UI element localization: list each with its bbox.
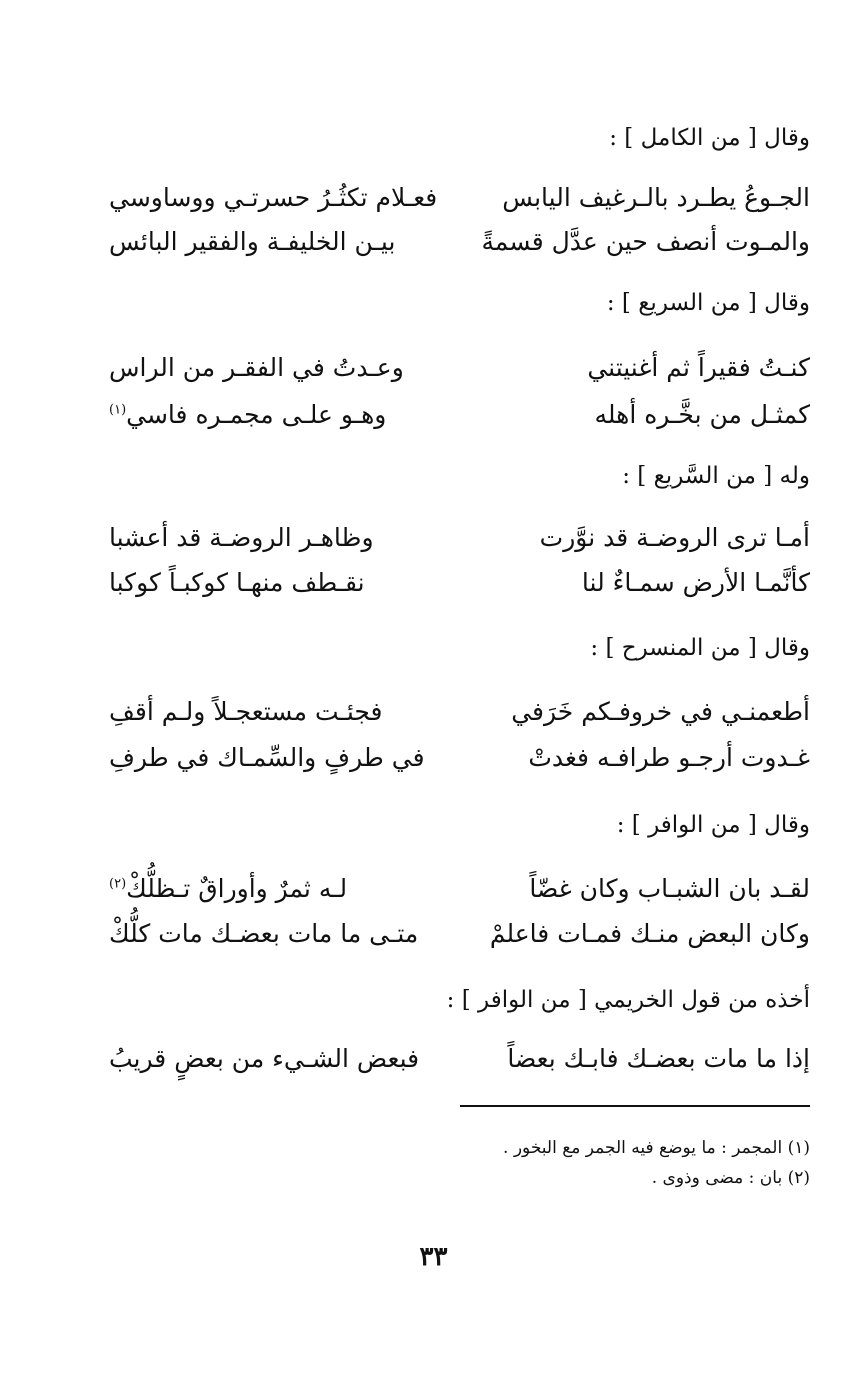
footnote: (١) المجمر : ما يوضع فيه الجمر مع البخور . [503, 1138, 810, 1158]
verse-second-hemistich: فجئـت مستعجـلاً ولـم أقفِ [109, 697, 383, 726]
verse-line [57, 348, 810, 388]
verse-second-hemistich [109, 869, 347, 909]
verse-first-hemistich: كأنَّمـا الأرض سمـاءٌ لنا [581, 568, 810, 597]
verse-second-hemistich: في طرفٍ والسِّمـاك في طرفِ [109, 743, 425, 772]
poem-intro: أخذه من قول الخريمي [ من الوافر ] : [446, 987, 810, 1013]
verse-second-hemistich: فعـلام تكثُـرُ حسرتـي ووساوسي [109, 183, 438, 212]
verse-first-hemistich: لقـد بان الشبـاب وكان غضّاً [529, 874, 810, 903]
footnote-reference: (٢) [109, 876, 127, 892]
verse-first-hemistich: أمـا ترى الروضـة قد نوَّرت [539, 523, 810, 552]
poem-intro: وقال [ من السريع ] : [606, 290, 810, 316]
verse-line [57, 914, 810, 954]
poem-intro: وقال [ من المنسرح ] : [590, 635, 810, 661]
footnote-reference: (١) [109, 402, 127, 418]
verse-second-hemistich: بيـن الخليفـة والفقير البائس [109, 227, 396, 256]
verse-text: وهـو علـى مجمـره فاسي [126, 400, 387, 429]
footnote-separator [460, 1105, 810, 1107]
verse-first-hemistich: غـدوت أرجـو طرافـه فغدتْ [528, 743, 810, 772]
verse-first-hemistich: الجـوعُ يطـرد بالـرغيف اليابس [502, 183, 810, 212]
verse-line [57, 692, 810, 732]
verse-first-hemistich: كنـتُ فقيراً ثم أغنيتني [587, 353, 810, 382]
footnote: (٢) بان : مضى وذوى . [651, 1168, 810, 1188]
verse-line [57, 222, 810, 262]
verse-line [57, 738, 810, 778]
verse-second-hemistich: فبعض الشـيء من بعضٍ قريبُ [109, 1044, 420, 1073]
verse-line [57, 1039, 810, 1079]
verse-second-hemistich: متـى ما مات بعضـك مات كلُّكْ [109, 919, 419, 948]
verse-second-hemistich [109, 395, 386, 435]
verse-line [57, 518, 810, 558]
verse-first-hemistich: وكان البعض منـك فمـات فاعلمْ [489, 919, 810, 948]
verse-first-hemistich: والمـوت أنصف حين عدَّل قسمةً [481, 227, 810, 256]
verse-line [57, 178, 810, 218]
verse-second-hemistich: وظاهـر الروضـة قد أعشبا [109, 523, 374, 552]
verse-second-hemistich: نقـطف منهـا كوكبـاً كوكبا [109, 568, 365, 597]
verse-text: لـه ثمرٌ وأوراقٌ تـظلُّكْ [126, 874, 348, 903]
verse-line [57, 869, 810, 909]
page-number: ٣٣ [419, 1242, 448, 1272]
verse-first-hemistich: كمثـل من بخَّـره أهله [594, 400, 810, 429]
poem-intro: وله [ من السَّريع ] : [622, 463, 810, 489]
verse-first-hemistich: أطعمنـي في خروفـكم خَرَفي [511, 697, 810, 726]
verse-first-hemistich: إذا ما مات بعضـك فابـك بعضاً [507, 1044, 810, 1073]
verse-line [57, 395, 810, 435]
poem-intro: وقال [ من الكامل ] : [609, 125, 810, 151]
poem-intro: وقال [ من الوافر ] : [616, 812, 810, 838]
verse-line [57, 563, 810, 603]
verse-second-hemistich: وعـدتُ في الفقـر من الراس [109, 353, 404, 382]
